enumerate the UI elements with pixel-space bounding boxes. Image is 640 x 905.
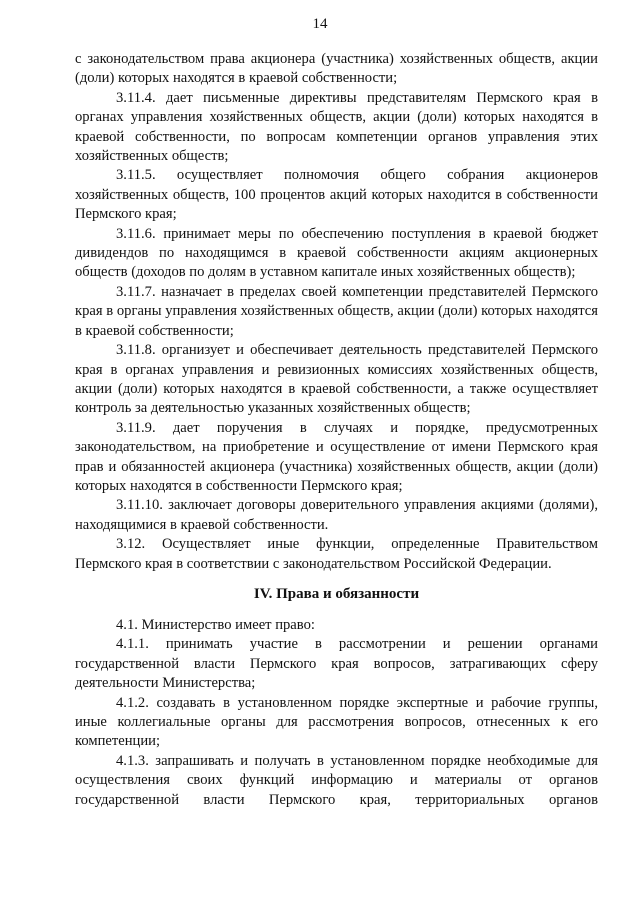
section-heading: IV. Права и обязанности: [253, 585, 420, 602]
paragraph-4-1-3: 4.1.3. запрашивать и получать в установленном порядке необходимые для осуществления своих функций информацию и материалы от органов государственной власти Пермского края, территориальных органов: [75, 752, 598, 808]
paragraph-3-12: 3.12. Осуществляет иные функции, определенные Правительством Пермского края в соответствии с законодательством Российской Федерации.: [75, 536, 598, 572]
paragraph-4-1-1: 4.1.1. принимать участие в рассмотрении и решении органами государственной власти Пермского края вопросов, затрагивающих сферу деятельности Министерства;: [75, 636, 598, 692]
paragraph-continuation: с законодательством права акционера (участника) хозяйственных обществ, акции (доли) которых находятся в краевой собственности;: [75, 51, 598, 87]
paragraph-3-11-6: 3.11.6. принимает меры по обеспечению поступления в краевой бюджет дивидендов по находящимся в краевой собственности акциям акционерных обществ (доходов по долям в уставном капитале иных хозяйственных обществ);: [75, 225, 598, 281]
paragraph-4-1: 4.1. Министерство имеет право:: [116, 616, 315, 633]
paragraph-3-11-7: 3.11.7. назначает в пределах своей компетенции представителей Пермского края в органы управления хозяйственных обществ, акции (доли) которых находятся в краевой собственности;: [75, 283, 598, 339]
paragraph-3-11-4: 3.11.4. дает письменные директивы представителям Пермского края в органах управления хозяйственных обществ, акции (доли) которых находятся в краевой собственности, по вопросам компетенции органов управления этих хозяйственных обществ;: [75, 89, 598, 165]
document-body: [75, 50, 598, 810]
paragraph-3-11-9: 3.11.9. дает поручения в случаях и порядке, предусмотренных законодательством, на приобретение и осуществление от имени Пермского края прав и обязанностей акционера (участника) хозяйственных обществ, акции (доли) которых находятся в собственности Пермского края;: [75, 419, 598, 494]
paragraph-3-11-5: 3.11.5. осуществляет полномочия общего собрания акционеров хозяйственных обществ, 100 процентов акций которых находится в собственности Пермского края;: [75, 167, 598, 223]
page-number: 14: [312, 16, 328, 32]
paragraph-4-1-2: 4.1.2. создавать в установленном порядке экспертные и рабочие группы, иные коллегиальные органы для рассмотрения вопросов, отнесенных к его компетенции;: [75, 694, 598, 750]
paragraph-3-11-10: 3.11.10. заключает договоры доверительного управления акциями (долями), находящимися в краевой собственности.: [75, 497, 598, 533]
paragraph-3-11-8: 3.11.8. организует и обеспечивает деятельность представителей Пермского края в органах управления и ревизионных комиссиях хозяйственных обществ, акции (доли) которых находятся в краевой собственности, а также осуществляет контроль за деятельностью указанных хозяйственных обществ;: [75, 342, 598, 417]
